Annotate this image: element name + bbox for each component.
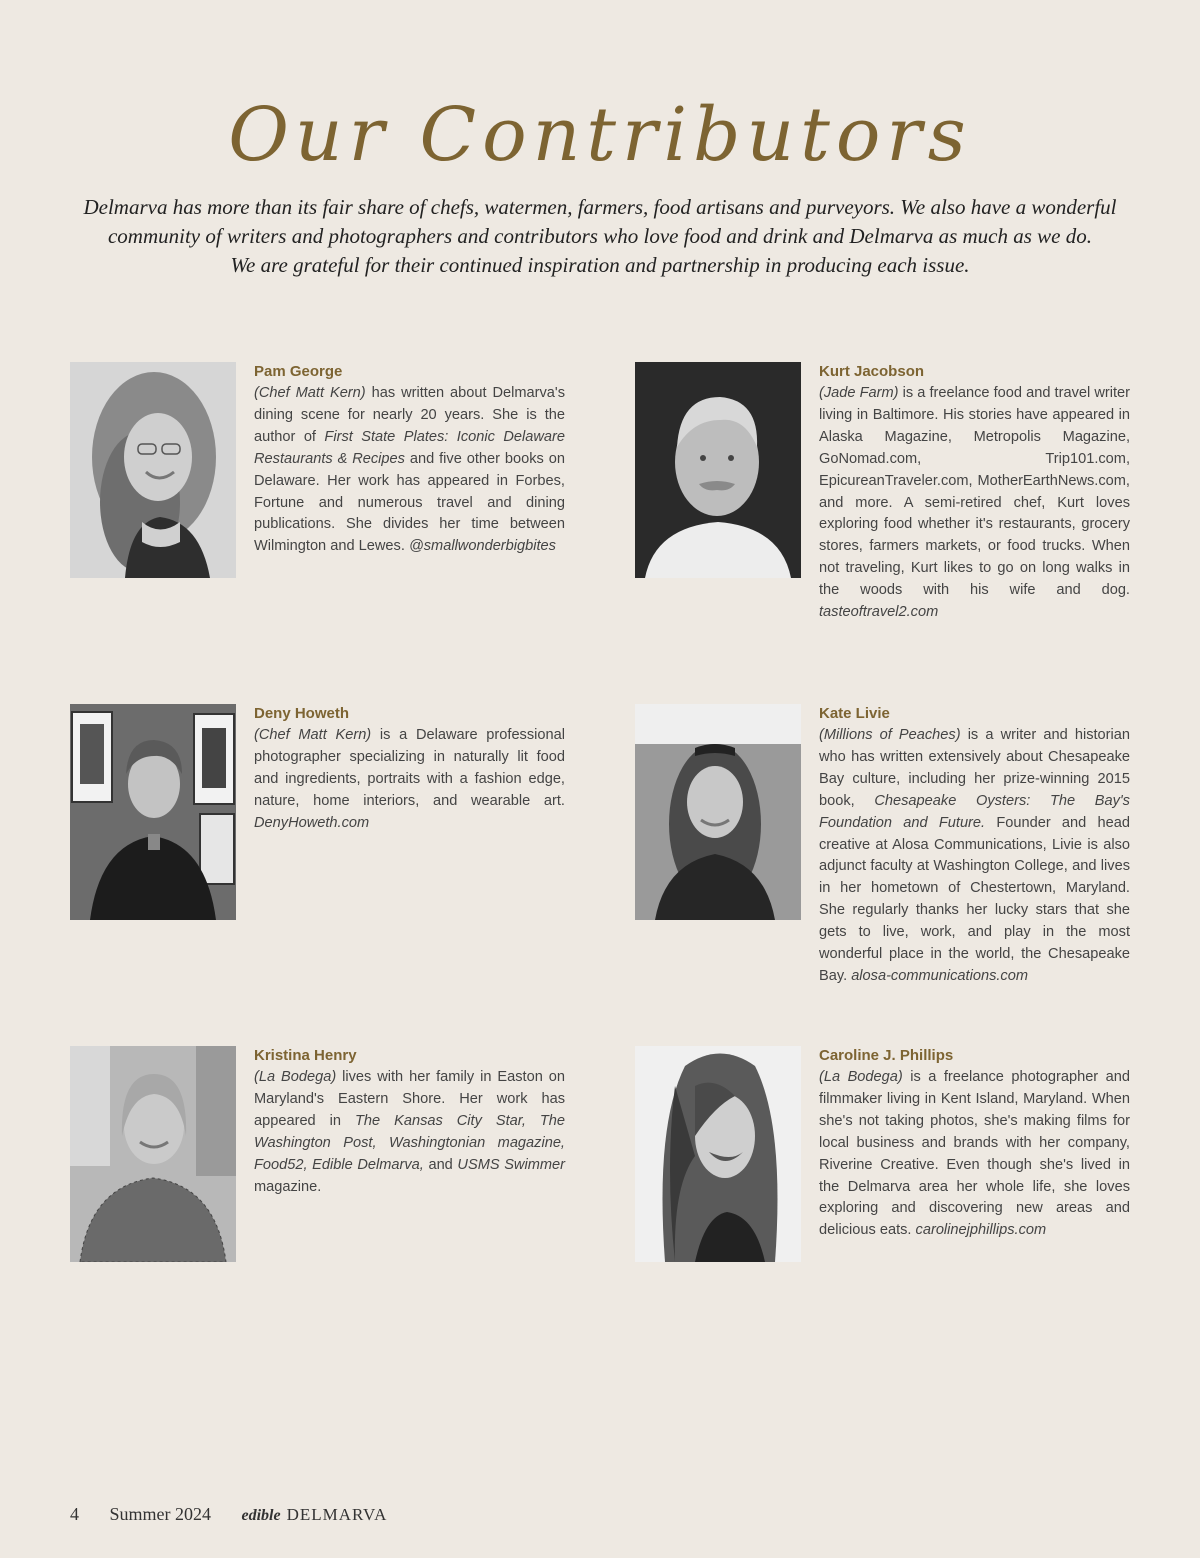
brand-region: DELMARVA xyxy=(286,1505,388,1524)
contributor-bio: (Chef Matt Kern) has written about Delmarva's dining scene for nearly 20 years. She is the author of First State Plates: Iconic Delaware Restaurants & Recipes and five other books on Delaware. Her work has appeared in Forbes, Fortune and numerous travel and dining publications. She divides her time between Wilmington and Lewes. @smallwonderbigbites xyxy=(254,385,565,555)
intro-paragraph xyxy=(80,193,1120,280)
page-number: 4 xyxy=(70,1504,79,1524)
intro-line: Delmarva has more than its fair share of chefs, watermen, farmers, food artisans and purveyors. We also have a wonderful xyxy=(83,195,1117,219)
contributor-website-link[interactable]: @smallwonderbigbites xyxy=(408,538,556,555)
intro-line: We are grateful for their continued inspiration and partnership in producing each issue. xyxy=(230,253,970,277)
contributor-photo xyxy=(70,1046,236,1262)
brand-name: edible xyxy=(241,1507,281,1524)
page-footer xyxy=(70,1504,413,1525)
contributor-bio: (La Bodega) is a freelance photographer and filmmaker living in Kent Island, Maryland. When she's not taking photos, she's making films for local business and brands with her company, Riverine Creative. Even though she's lived in the Delmarva area her whole life, she loves exploring and discovering new areas and delicious eats. carolinejphillips.com xyxy=(819,1069,1130,1239)
contributor-photo xyxy=(70,362,236,578)
page-title: Our Contributors xyxy=(228,92,972,178)
issue-label: Summer 2024 xyxy=(109,1504,211,1524)
intro-line: community of writers and photographers and contributors who love food and drink and Delmarva as much as we do. xyxy=(107,224,1093,248)
contributor-name: Kristina Henry xyxy=(254,1047,357,1064)
contributor-website-link[interactable]: tasteoftravel2.com xyxy=(819,604,939,621)
contributor-photo xyxy=(635,704,801,920)
contributor-photo xyxy=(70,704,236,920)
contributor-bio: (La Bodega) lives with her family in Easton on Maryland's Eastern Shore. Her work has appeared in The Kansas City Star, The Washington Post, Washingtonian magazine, Food52, Edible Delmarva, and USMS Swimmer magazine. xyxy=(254,1069,565,1195)
contributor-website-link[interactable]: carolinejphillips.com xyxy=(915,1222,1047,1239)
contributor-name: Deny Howeth xyxy=(254,705,350,722)
contributor-website-link[interactable]: DenyHoweth.com xyxy=(254,814,370,831)
contributor-website-link[interactable]: alosa-communications.com xyxy=(851,967,1029,984)
contributor-name: Kurt Jacobson xyxy=(819,363,925,380)
contributor-bio: (Chef Matt Kern) is a Delaware professional photographer specializing in naturally lit food and ingredients, portraits with a fashion edge, nature, home interiors, and wearable art. DenyHoweth.com xyxy=(254,727,565,831)
contributor-name: Caroline J. Phillips xyxy=(819,1047,954,1064)
contributor-name: Pam George xyxy=(254,363,343,380)
contributor-name: Kate Livie xyxy=(819,705,890,722)
contributor-bio: (Millions of Peaches) is a writer and historian who has written extensively about Chesapeake Bay culture, including her prize-winning 2015 book, Chesapeake Oysters: The Bay's Foundation and Future. Founder and head creative at Alosa Communications, Livie is also adjunct faculty at Washington College, and lives in her hometown of Chestertown, Maryland. She regularly thanks her lucky stars that she gets to live, work, and play in the most wonderful place in the world, the Chesapeake Bay. alosa-communications.com xyxy=(819,727,1130,984)
contributor-photo xyxy=(635,1046,801,1262)
contributor-bio: (Jade Farm) is a freelance food and travel writer living in Baltimore. His stories have appeared in Alaska Magazine, Metropolis Magazine, GoNomad.com, Trip101.com, EpicureanTraveler.com, MotherEarthNews.com, and more. A semi-retired chef, Kurt loves exploring food whether it's restaurants, grocery stores, farmers markets, or food trucks. When not traveling, Kurt likes to go on long walks in the woods with his wife and dog. tasteoftravel2.com xyxy=(819,385,1131,621)
contributor-photo xyxy=(635,362,801,578)
